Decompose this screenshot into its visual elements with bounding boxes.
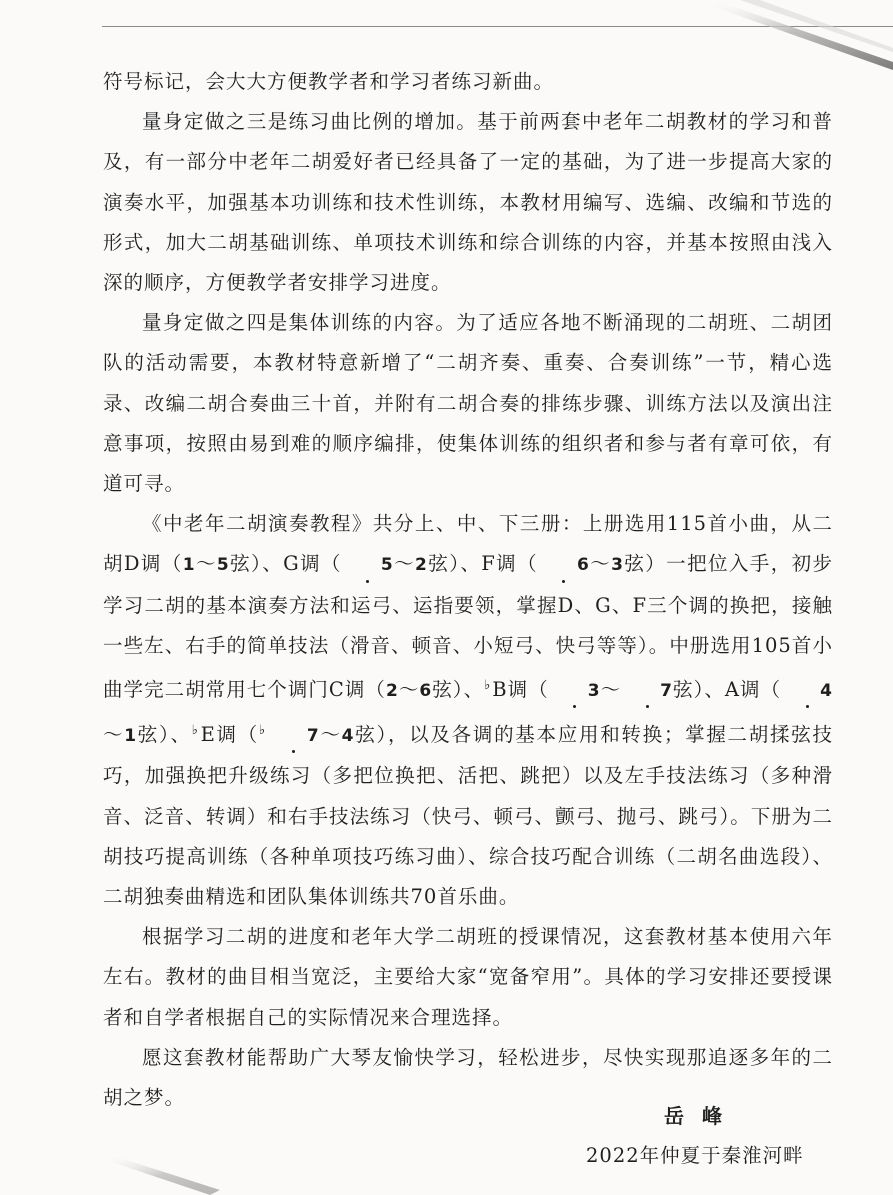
flat-sign: ♭: [484, 678, 492, 694]
text-run: 弦）、: [432, 678, 485, 702]
flat-sign: ♭: [191, 723, 200, 739]
tilde: ～: [195, 552, 217, 576]
text-run: 《中老年二胡演奏教程》共分上、中、下三册：上册选用115首小曲，从二胡D调（: [103, 512, 833, 576]
note-number: 3: [611, 555, 624, 576]
paragraph-book-structure: [103, 504, 833, 917]
preface-text: [103, 62, 833, 1118]
text-run: 弦）、A调（: [673, 678, 782, 702]
text-run: 弦），以及各调的基本应用和转换；掌握二胡揉弦技巧，加强换把升级练习（多把位换把、活把、跳把）以及左手技法练习（多种滑音、泛音、转调）和右手技法练习（快弓、顿弓、颤弓、抛弓、跳弓）。下册为二胡技巧提高训练（各种单项技巧练习曲）、综合技巧配合训练（二胡名曲选段）、二胡独奏曲精选和团队集体训练共70首乐曲。: [103, 723, 833, 909]
tilde: ～: [319, 723, 342, 747]
paragraph-usage-period: 根据学习二胡的进度和老年大学二胡班的授课情况，这套教材基本使用六年左右。教材的曲目相当宽泛，主要给大家“宽备窄用”。具体的学习安排还要授课者和自学者根据自己的实际情况来合理选择。: [103, 925, 833, 1029]
note-number: 1: [124, 726, 138, 747]
tilde: ～: [600, 678, 622, 702]
paragraph-group-training: 量身定做之四是集体训练的内容。为了适应各地不断涌现的二胡班、二胡团队的活动需要，本教材特意新增了“二胡齐奏、重奏、合奏训练”一节，精心选录、改编二胡合奏曲三十首，并附有二胡合奏的排练步骤、训练方法以及演出注意事项，按照由易到难的顺序编排，使集体训练的组织者和参与者有章可依，有道可寻。: [103, 311, 833, 496]
flat-sign: ♭: [259, 723, 267, 739]
signature-date: 2022年仲夏于秦淮河畔: [586, 1144, 804, 1167]
paragraph-exercise-ratio: 量身定做之三是练习曲比例的增加。基于前两套中老年二胡教材的学习和普及，有一部分中老年二胡爱好者已经具备了一定的基础，为了进一步提高大家的演奏水平，加强基本功训练和技术性训练，本教材用编写、选编、改编和节选的形式，加大二胡基础训练、单项技术训练和综合训练的内容，并基本按照由浅入深的顺序，方便教学者安排学习进度。: [103, 110, 833, 295]
tilde: ～: [103, 723, 125, 747]
text-run: 弦）一把位入手，初步学习二胡的基本演奏方法和运弓、运指要领，掌握D、G、F三个调的换把，接触一些左、右手的简单技法（滑音、顿音、小短弓、快弓等等）。中册选用105首小曲学完二胡常用七个调门C调（: [103, 552, 833, 702]
decorative-brush-stroke-top: [700, 0, 893, 70]
note-number: 4: [341, 726, 355, 747]
text-run: 弦）、G调（: [229, 552, 342, 576]
note-number-low: 7: [621, 671, 673, 711]
note-number-low: 6: [538, 545, 590, 585]
note-number-low: 7: [268, 716, 320, 756]
note-number: 5: [216, 555, 230, 576]
note-number: 6: [419, 681, 433, 702]
text-run: B调（: [492, 678, 549, 702]
paragraph-continuation: 符号标记，会大大方便教学者和学习者练习新曲。: [103, 70, 555, 93]
note-number-low: 5: [342, 545, 394, 585]
text-run: 弦）、F调（: [427, 552, 538, 576]
text-run: 弦）、: [137, 723, 192, 747]
note-number-low: 4: [781, 671, 833, 711]
paragraph-closing-wish: 愿这套教材能帮助广大琴友愉快学习，轻松进步，尽快实现那追逐多年的二胡之梦。: [103, 1045, 833, 1110]
text-run: E调（: [200, 723, 260, 747]
tilde: ～: [393, 552, 416, 576]
author-signature: 岳峰: [664, 1104, 740, 1128]
note-number: 2: [415, 555, 428, 576]
tilde: ～: [398, 678, 420, 702]
note-number: 1: [182, 555, 196, 576]
decorative-brush-stroke-bottom: [100, 1150, 220, 1195]
tilde: ～: [589, 552, 612, 576]
note-number: 2: [385, 681, 399, 702]
note-number-low: 3: [549, 671, 601, 711]
